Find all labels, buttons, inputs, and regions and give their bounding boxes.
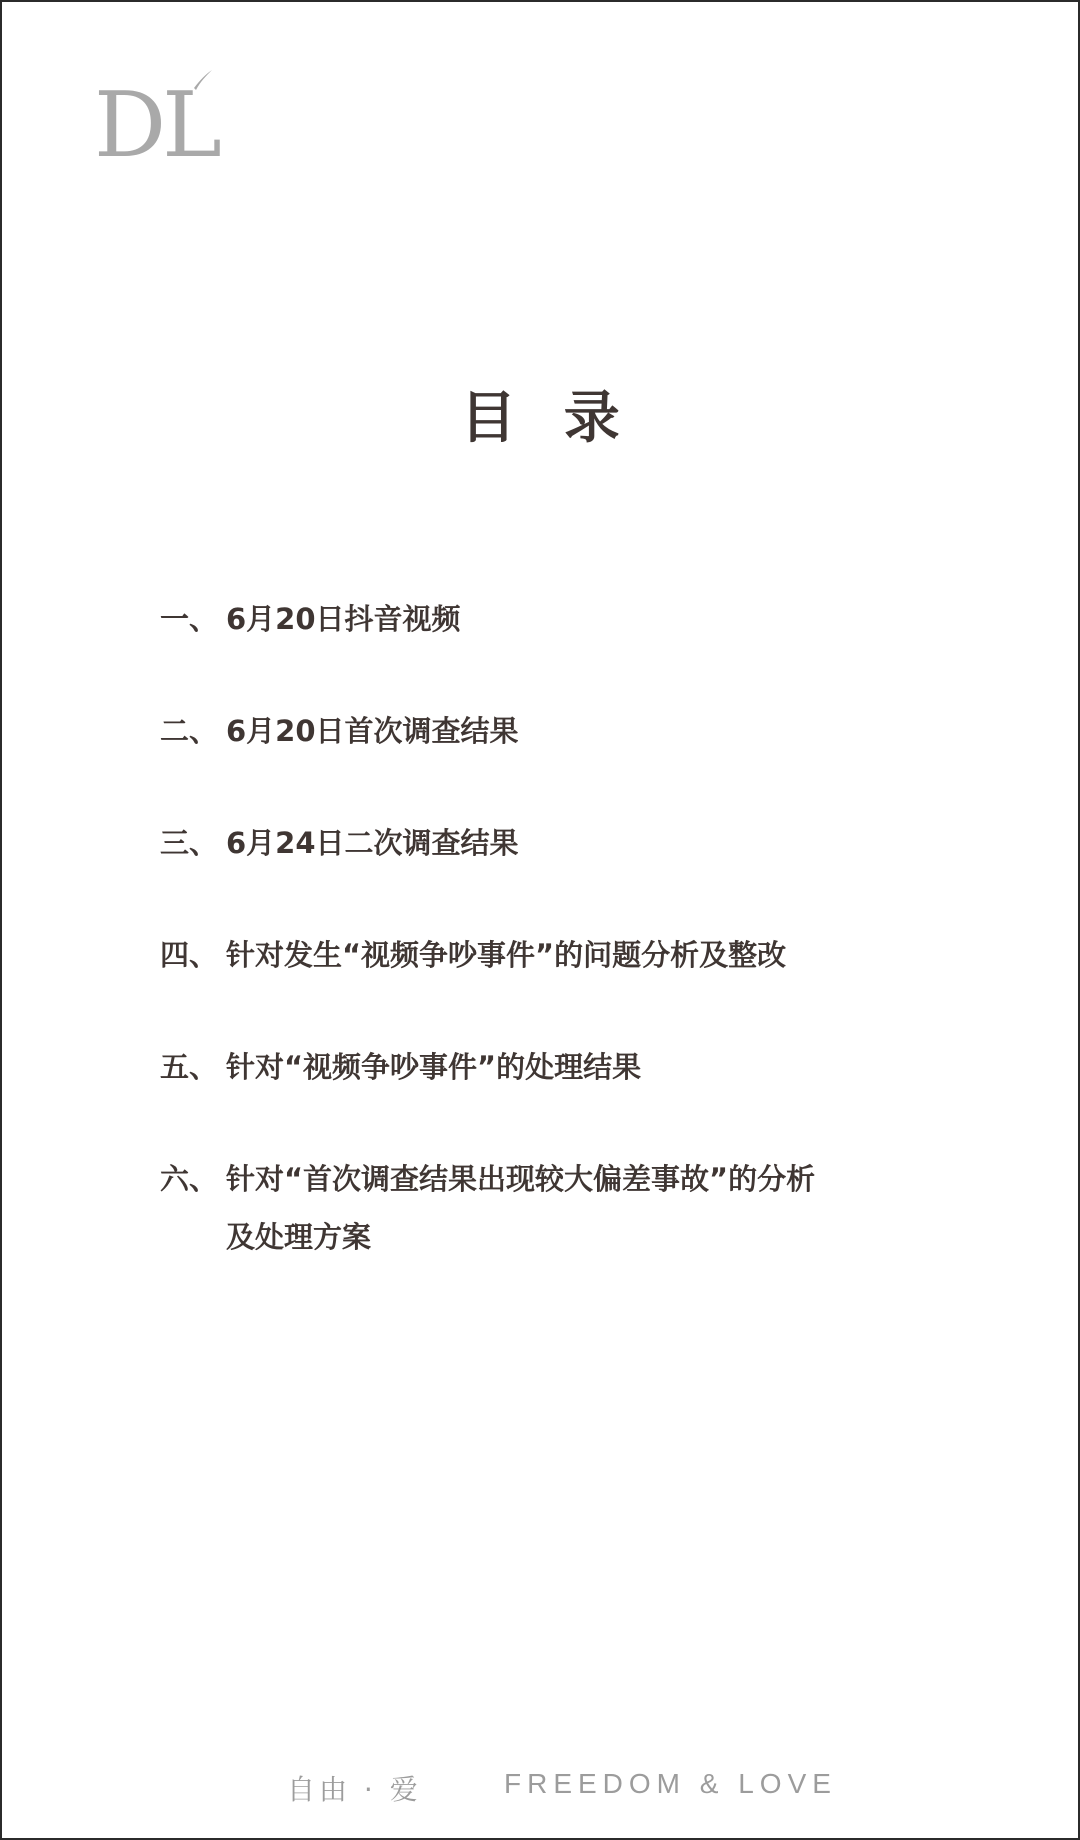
toc-item-number: 六、	[160, 1162, 219, 1196]
table-of-contents	[160, 590, 960, 1320]
toc-item-2[interactable]	[160, 702, 960, 760]
toc-item-text-continued: 及处理方案	[226, 1220, 372, 1254]
toc-item-number: 三、	[160, 826, 219, 860]
toc-item-number: 二、	[160, 714, 219, 748]
toc-item-text: 针对发生“视频争吵事件”的问题分析及整改	[226, 938, 787, 972]
toc-item-3[interactable]	[160, 814, 960, 872]
toc-item-1[interactable]	[160, 590, 960, 648]
toc-item-5[interactable]	[160, 1038, 960, 1096]
toc-item-number: 五、	[160, 1050, 219, 1084]
brand-logo	[94, 70, 224, 162]
footer-slogan-cn: 自由 · 爱	[287, 1773, 422, 1806]
toc-item-6[interactable]	[160, 1150, 960, 1266]
toc-item-text: 6月20日抖音视频	[226, 602, 461, 636]
toc-item-text: 6月20日首次调查结果	[226, 714, 519, 748]
footer	[2, 1768, 1078, 1816]
logo-text: DL	[94, 73, 218, 162]
toc-item-number: 一、	[160, 602, 219, 636]
toc-item-text: 针对“首次调查结果出现较大偏差事故”的分析	[226, 1162, 816, 1196]
toc-item-text: 针对“视频争吵事件”的处理结果	[226, 1050, 642, 1084]
footer-slogan-en: FREEDOM & LOVE	[504, 1768, 837, 1799]
toc-item-text: 6月24日二次调查结果	[226, 826, 519, 860]
page-title: 目 录	[460, 386, 634, 451]
toc-item-4[interactable]	[160, 926, 960, 984]
toc-item-number: 四、	[160, 938, 219, 972]
